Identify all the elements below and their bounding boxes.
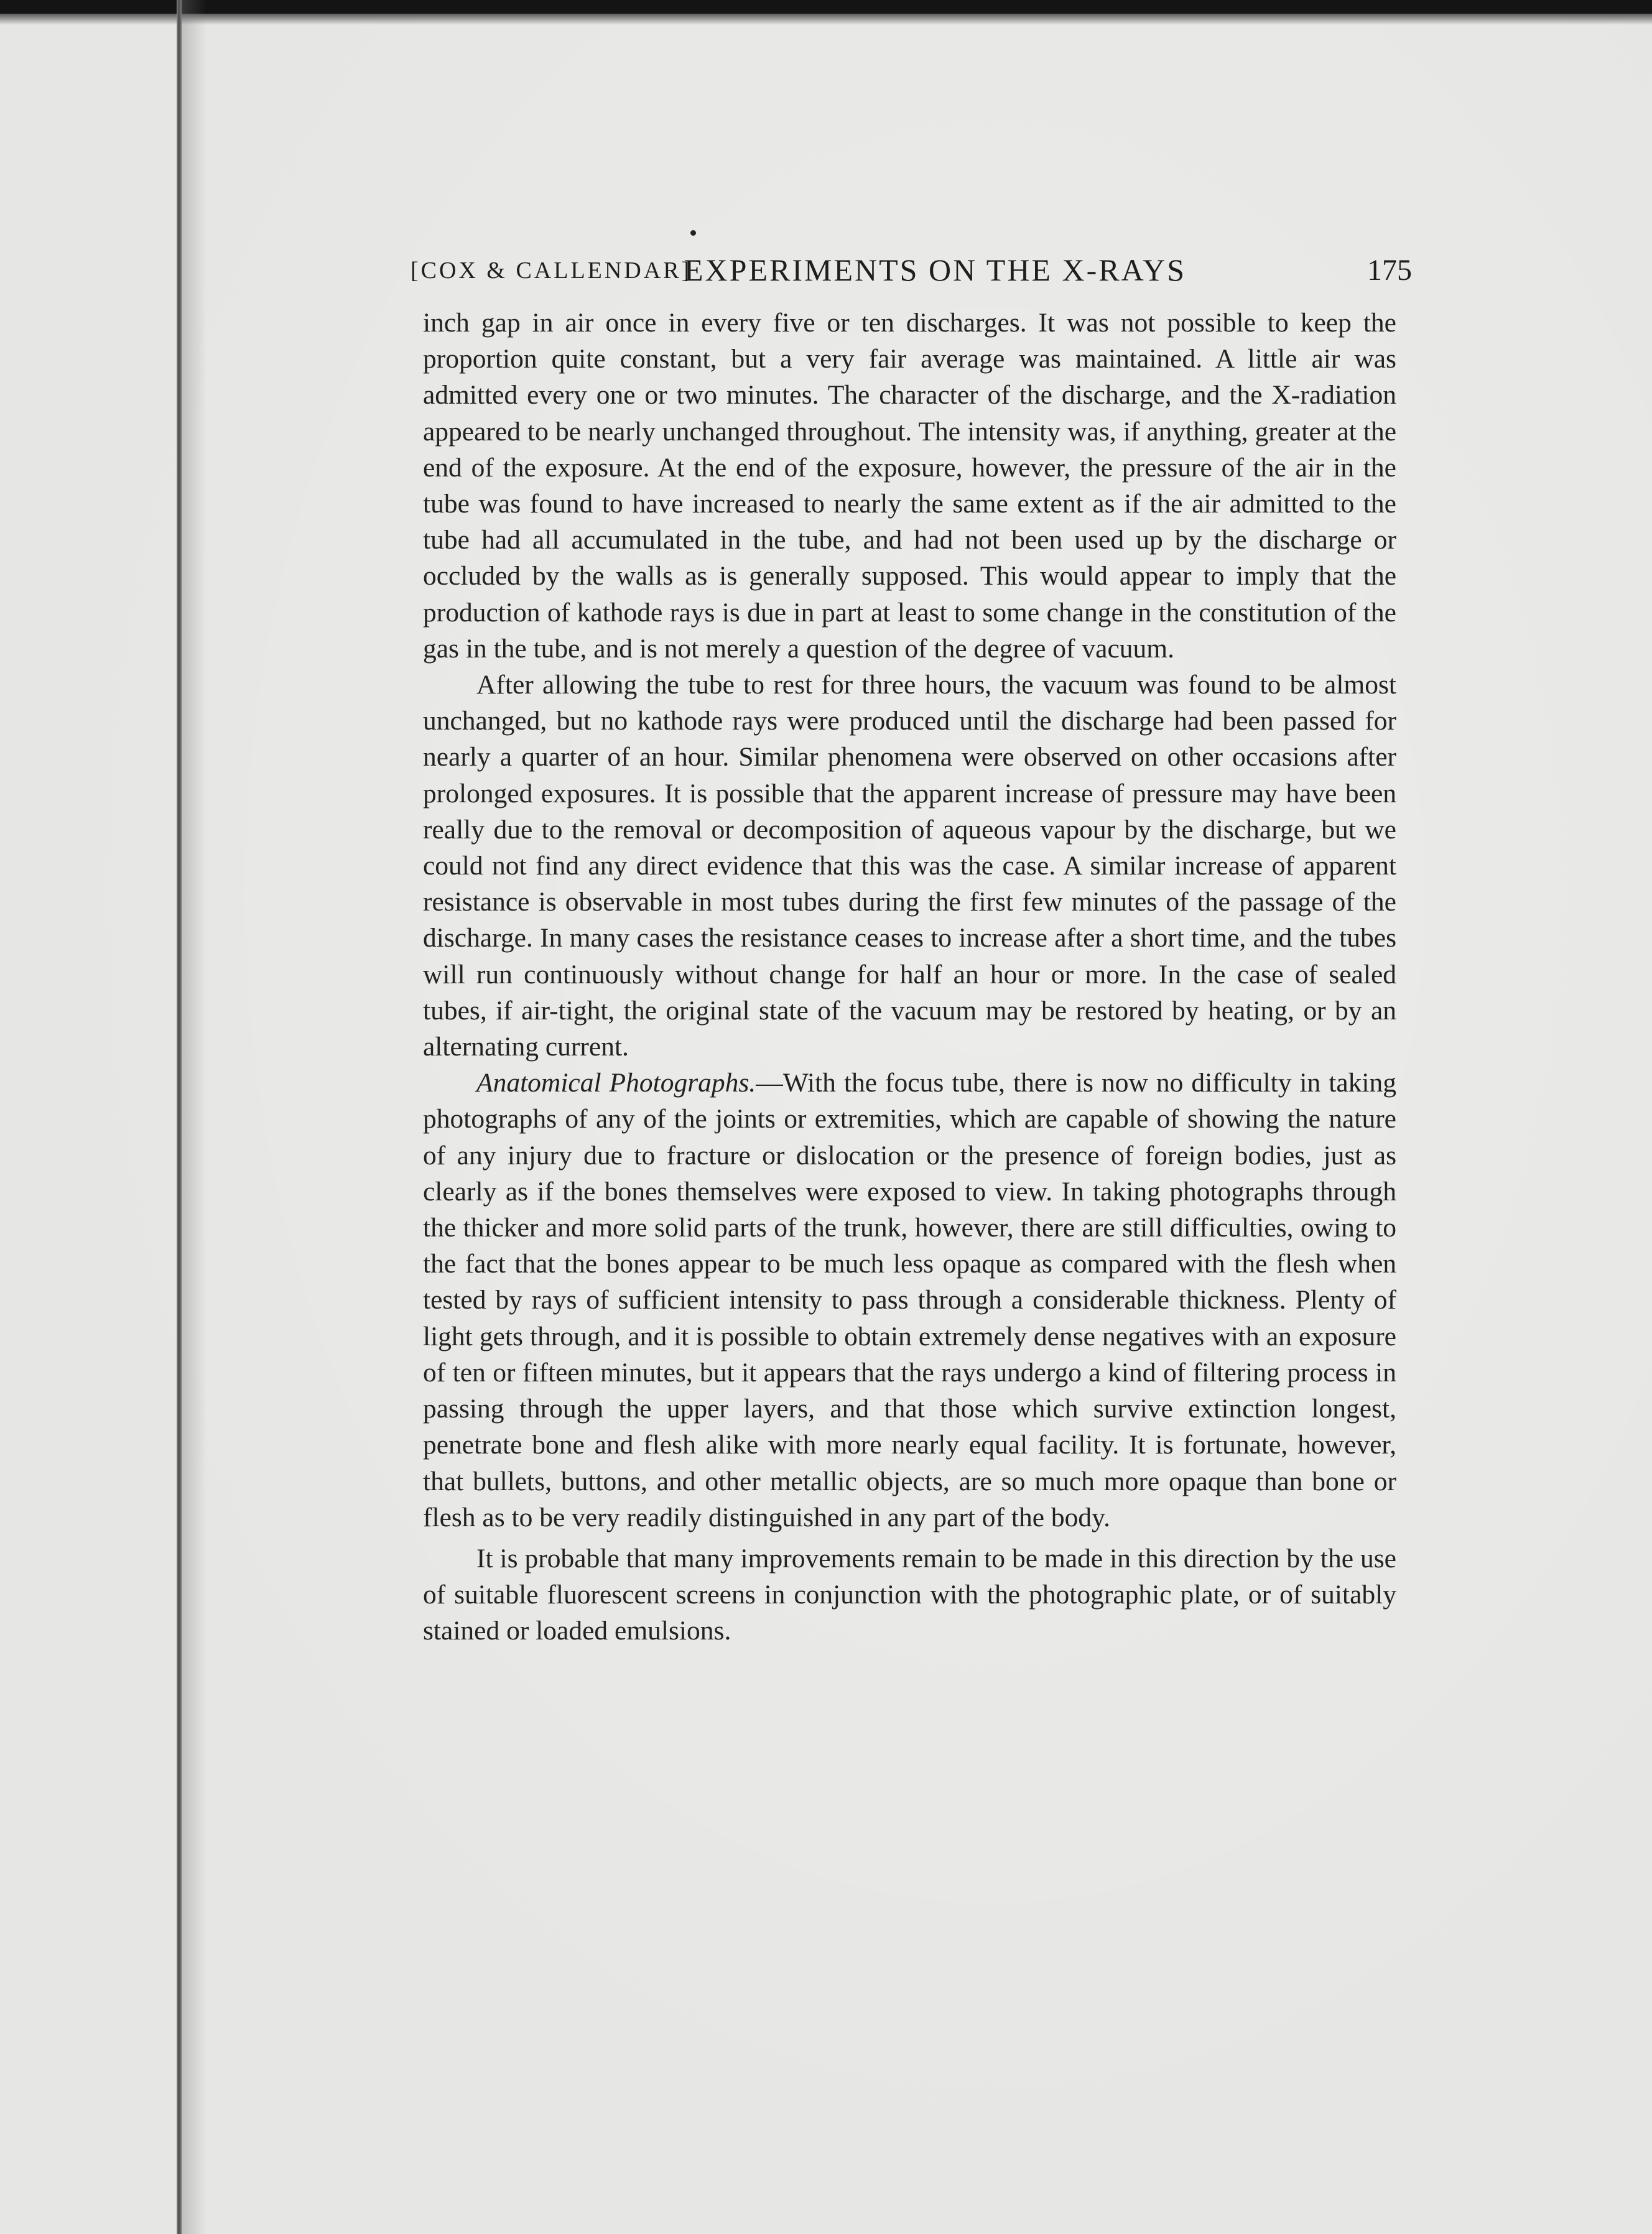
binding-edge xyxy=(177,0,182,2234)
paragraph-tube-rest: After allowing the tube to rest for three hours, the vacuum was found to be almost unchanged, but no kathode rays were produced until the discharge had been passed for nearly a quarter of an hour. Similar phenomena were observed on other occasions after prolonged exposures. It is possible that the apparent increase of pressure may have been really due to the removal or decomposition of aqueous vapour by the discharge, but we could not find any direct evidence that this was the case. A similar increase of apparent resistance is observable in most tubes during the first few minutes of the passage of the discharge. In many cases the resistance ceases to increase after a short time, and the tubes will run continuously without change for half an hour or more. In the case of sealed tubes, if air-tight, the original state of the vacuum may be restored by heating, or by an alternating current. xyxy=(423,670,1396,1062)
page-number: 175 xyxy=(1367,254,1412,287)
running-header xyxy=(411,252,1412,295)
anatomical-text: —With the focus tube, there is now no difficulty in taking photographs of any of the joints or extremities, which are capable of showing the nature of any injury due to fracture or dislocation or the presence of foreign bodies, just as clearly as if the bones themselves were exposed to view. In taking photographs through the thicker and more solid parts of the trunk, however, there are still difficulties, owing to the fact that the bones appear to be much less opaque as compared with the flesh when tested by rays of sufficient intensity to pass through a considerable thickness. Plenty of light gets through, and it is possible to obtain extremely dense negatives with an exposure of ten or fifteen minutes, but it appears that the rays undergo a kind of filtering process in passing through the upper layers, and that those which survive extinction longest, penetrate bone and flesh alike with more nearly equal facility. It is fortunate, however, that bullets, buttons, and other metallic objects, are so much more opaque than bone or flesh as to be very readily distinguished in any part of the body. xyxy=(423,1068,1396,1532)
body-text xyxy=(423,305,1396,1649)
page-top-edge xyxy=(0,0,1652,14)
running-head-title: EXPERIMENTS ON THE X-RAYS xyxy=(684,253,1187,287)
paragraph-continued: inch gap in air once in every five or ten discharges. It was not possible to keep the proportion quite constant, but a very fair average was maintained. A little air was admitted every one or two minutes. The character of the discharge, and the X-radiation appeared to be nearly unchanged throughout. The intensity was, if anything, greater at the end of the exposure. At the end of the exposure, however, the pressure of the air in the tube was found to have increased to nearly the same extent as if the air admitted to the tube had all accumulated in the tube, and had not been used up by the discharge or occluded by the walls as is generally supposed. This would appear to imply that the production of kathode rays is due in part at least to some change in the constitution of the gas in the tube, and is not merely a question of the degree of vacuum. xyxy=(423,308,1396,664)
paragraph-anatomical xyxy=(423,1065,1396,1536)
running-head-authors: [COX & CALLENDAR] xyxy=(411,257,692,284)
page-top-shadow xyxy=(0,14,1652,25)
printer-mark xyxy=(690,230,696,236)
anatomical-heading: Anatomical Photographs. xyxy=(476,1068,756,1098)
paragraph-improvements: It is probable that many improvements remain to be made in this direction by the use of suitable fluorescent screens in conjunction with the photographic plate, or of suitably stained or loaded emulsions. xyxy=(423,1543,1396,1646)
binding-shadow xyxy=(182,0,206,2234)
